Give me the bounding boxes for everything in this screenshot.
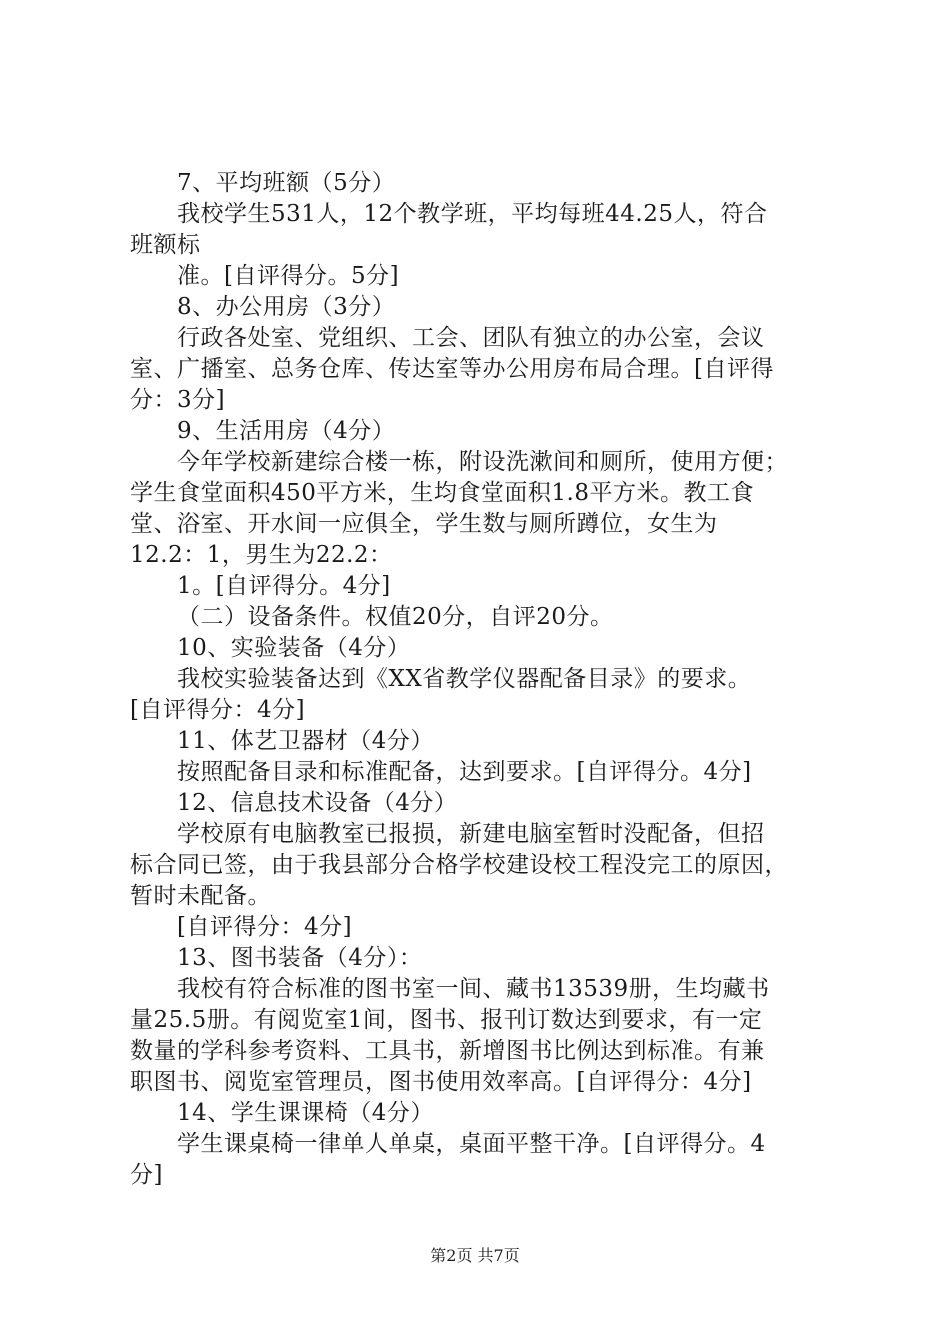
paragraph-line: 堂、浴室、开水间一应俱全，学生数与厕所蹲位，女生为 — [130, 511, 718, 537]
paragraph-line: 班额标 — [130, 232, 201, 258]
score-line: [自评得分：4分] — [130, 697, 306, 723]
paragraph-line: 我校学生531人，12个教学班，平均每班44.25人，符合 — [177, 201, 768, 227]
section-heading-12: 12、信息技术设备（4分） — [177, 790, 458, 816]
section-heading-9: 9、生活用房（4分） — [177, 418, 396, 444]
paragraph-line: 按照配备目录和标准配备，达到要求。[自评得分。4分] — [177, 759, 752, 785]
score-line: 准。[自评得分。5分] — [177, 263, 400, 289]
paragraph-line: 今年学校新建综合楼一栋，附设洗漱间和厕所，使用方便； — [177, 449, 788, 475]
paragraph-line: 职图书、阅览室管理员，图书使用效率高。[自评得分：4分] — [130, 1069, 752, 1095]
document-body — [130, 168, 835, 1191]
section-heading-7: 7、平均班额（5分） — [177, 170, 396, 196]
section-heading-8: 8、办公用房（3分） — [177, 294, 396, 320]
section-heading-13: 13、图书装备（4分）： — [177, 945, 423, 971]
score-line: 分：3分] — [130, 387, 226, 413]
paragraph-line: 量25.5册。有阅览室1间，图书、报刊订数达到要求，有一定 — [130, 1007, 763, 1033]
score-line: 分] — [130, 1162, 163, 1188]
paragraph-line: 我校实验装备达到《XX省教学仪器配备目录》的要求。 — [177, 666, 752, 692]
page-number-footer: 第2页 共7页 — [430, 1246, 520, 1265]
section-heading-10: 10、实验装备（4分） — [177, 635, 411, 661]
paragraph-line: 数量的学科参考资料、工具书，新增图书比例达到标准。有兼 — [130, 1038, 765, 1064]
paragraph-line: 行政各处室、党组织、工会、团队有独立的办公室，会议 — [177, 325, 765, 351]
paragraph-line: 12.2：1，男生为22.2： — [130, 542, 393, 568]
paragraph-line: 暂时未配备。 — [130, 883, 271, 909]
score-line: [自评得分：4分] — [177, 914, 353, 940]
paragraph-line: 我校有符合标准的图书室一间、藏书13539册，生均藏书 — [177, 976, 770, 1002]
paragraph-line: 室、广播室、总务仓库、传达室等办公用房布局合理。[自评得 — [130, 356, 774, 382]
score-line: 1。[自评得分。4分] — [177, 573, 391, 599]
subsection-heading: （二）设备条件。权值20分，自评20分。 — [177, 604, 614, 630]
paragraph-line: 学校原有电脑教室已报损，新建电脑室暂时没配备，但招 — [177, 821, 765, 847]
section-heading-14: 14、学生课课椅（4分） — [177, 1100, 434, 1126]
section-heading-11: 11、体艺卫器材（4分） — [177, 728, 434, 754]
paragraph-line: 学生食堂面积450平方米，生均食堂面积1.8平方米。教工食 — [130, 480, 754, 506]
paragraph-line: 标合同已签，由于我县部分合格学校建设校工程没完工的原因， — [130, 852, 788, 878]
paragraph-line: 学生课桌椅一律单人单桌，桌面平整干净。[自评得分。4 — [177, 1131, 766, 1157]
